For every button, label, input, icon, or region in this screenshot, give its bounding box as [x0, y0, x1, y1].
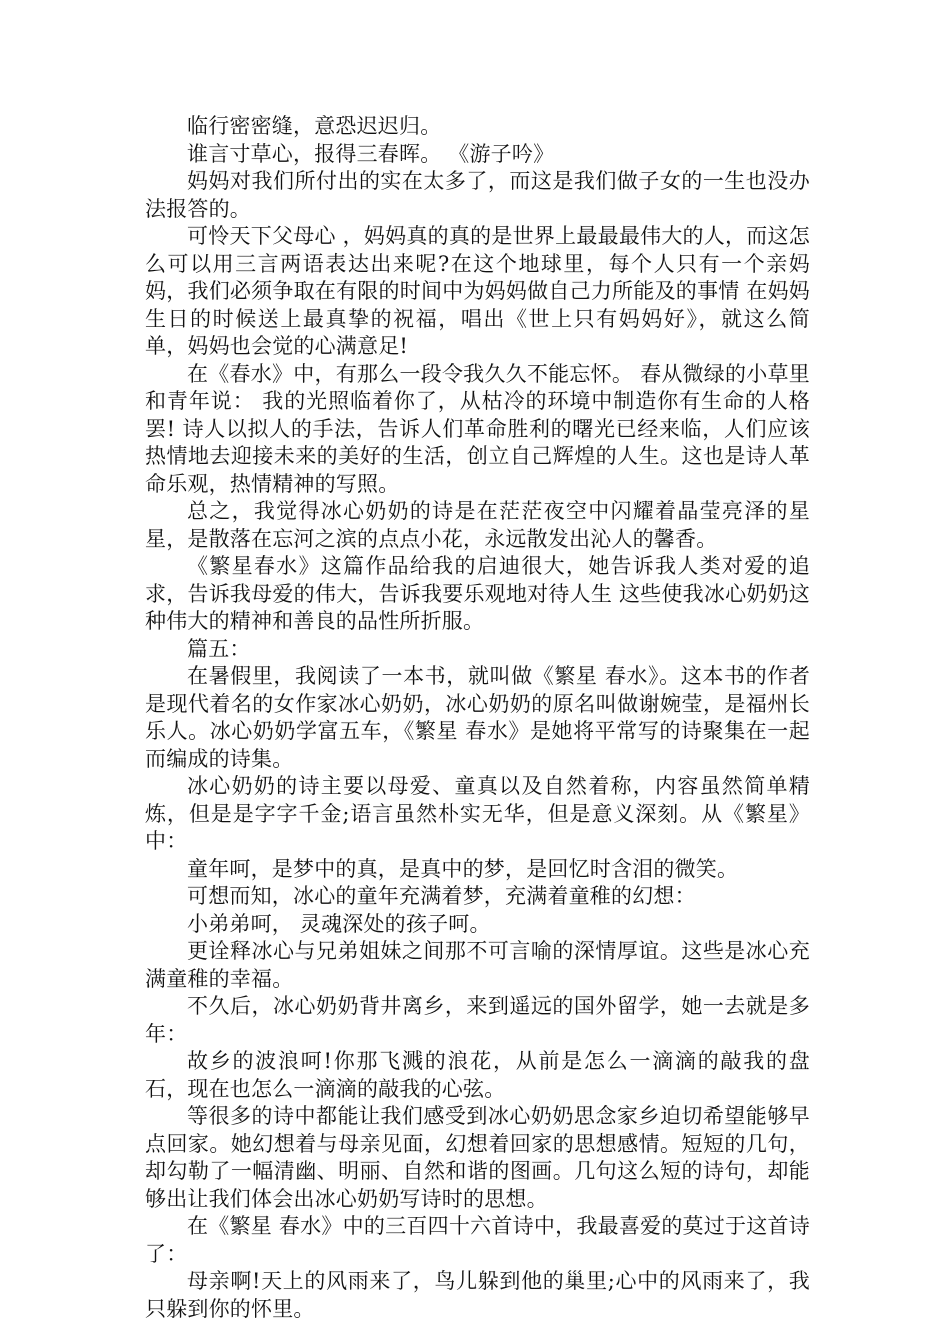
poem-quote: 童年呵，是梦中的真，是真中的梦，是回忆时含泪的微笑。 — [187, 856, 739, 881]
paragraph: 在《繁星 春水》中的三百四十六首诗中，我最喜爱的莫过于这首诗了： — [145, 1214, 810, 1266]
paragraph: 妈妈对我们所付出的实在太多了，而这是我们做子女的一生也没办法报答的。 — [145, 169, 810, 221]
poem-quote: 母亲啊!天上的风雨来了，鸟儿躲到他的巢里;心中的风雨来了，我只躲到你的怀里。 — [145, 1269, 810, 1321]
document-body — [145, 113, 810, 1323]
paragraph: 更诠释冰心与兄弟姐妹之间那不可言喻的深情厚谊。这些是冰心充满童稚的幸福。 — [145, 939, 810, 991]
paragraph: 可想而知，冰心的童年充满着梦，充满着童稚的幻想： — [187, 884, 696, 908]
paragraph: 冰心奶奶的诗主要以母爱、童真以及自然着称，内容虽然简单精炼，但是是字字千金;语言虽然朴实无华，但是意义深刻。从《繁星》中： — [145, 774, 810, 853]
paragraph: 临行密密缝，意恐迟迟归。 — [187, 114, 442, 138]
poem-quote: 故乡的波浪呵!你那飞溅的浪花，从前是怎么一滴滴的敲我的盘石，现在也怎么一滴滴的敲我的心弦。 — [145, 1049, 810, 1101]
paragraph: 可怜天下父母心 ，妈妈真的真的是世界上最最最伟大的人，而这怎么可以用三言两语表达出来呢?在这个地球里，每个人只有一个亲妈妈，我们必须争取在有限的时间中为妈妈做自己力所能及的事情 在妈妈生日的时候送上最真挚的祝福，唱出《世上只有妈妈好》，就这么简单，妈妈也会觉的心满意足! — [145, 224, 810, 358]
paragraph: 不久后，冰心奶奶背井离乡，来到遥远的国外留学，她一去就是多年： — [145, 994, 810, 1046]
paragraph: 《繁星春水》这篇作品给我的启迪很大，她告诉我人类对爱的追求，告诉我母爱的伟大，告诉我要乐观地对待人生 这些使我冰心奶奶这种伟大的精神和善良的品性所折服。 — [145, 554, 810, 633]
paragraph: 在《春水》中，有那么一段令我久久不能忘怀。 春从微绿的小草里和青年说： 我的光照临着你了，从枯冷的环境中制造你有生命的人格罢! 诗人以拟人的手法，告诉人们革命胜利的曙光已经来临，人们应该热情地去迎接未来的美好的生活，创立自己辉煌的人生。这也是诗人革命乐观，热情精神的写照。 — [145, 361, 810, 496]
poem-quote: 小弟弟呵， 灵魂深处的孩子呵。 — [187, 911, 491, 936]
paragraph: 在暑假里，我阅读了一本书，就叫做《繁星 春水》。这本书的作者是现代着名的女作家冰心奶奶，冰心奶奶的原名叫做谢婉莹，是福州长乐人。冰心奶奶学富五车，《繁星 春水》是她将平常写的诗聚集在一起而编成的诗集。 — [145, 664, 810, 771]
paragraph: 等很多的诗中都能让我们感受到冰心奶奶思念家乡迫切希望能够早点回家。她幻想着与母亲见面，幻想着回家的思想感情。短短的几句，却勾勒了一幅清幽、明丽、自然和谐的图画。几句这么短的诗句，却能够出让我们体会出冰心奶奶写诗时的思想。 — [145, 1104, 810, 1211]
paragraph: 谁言寸草心，报得三春晖。 《游子吟》 — [187, 141, 555, 166]
section-heading: 篇五： — [187, 636, 251, 661]
paragraph: 总之，我觉得冰心奶奶的诗是在茫茫夜空中闪耀着晶莹亮泽的星星，是散落在忘河之滨的点点小花，永远散发出沁人的馨香。 — [145, 499, 810, 551]
